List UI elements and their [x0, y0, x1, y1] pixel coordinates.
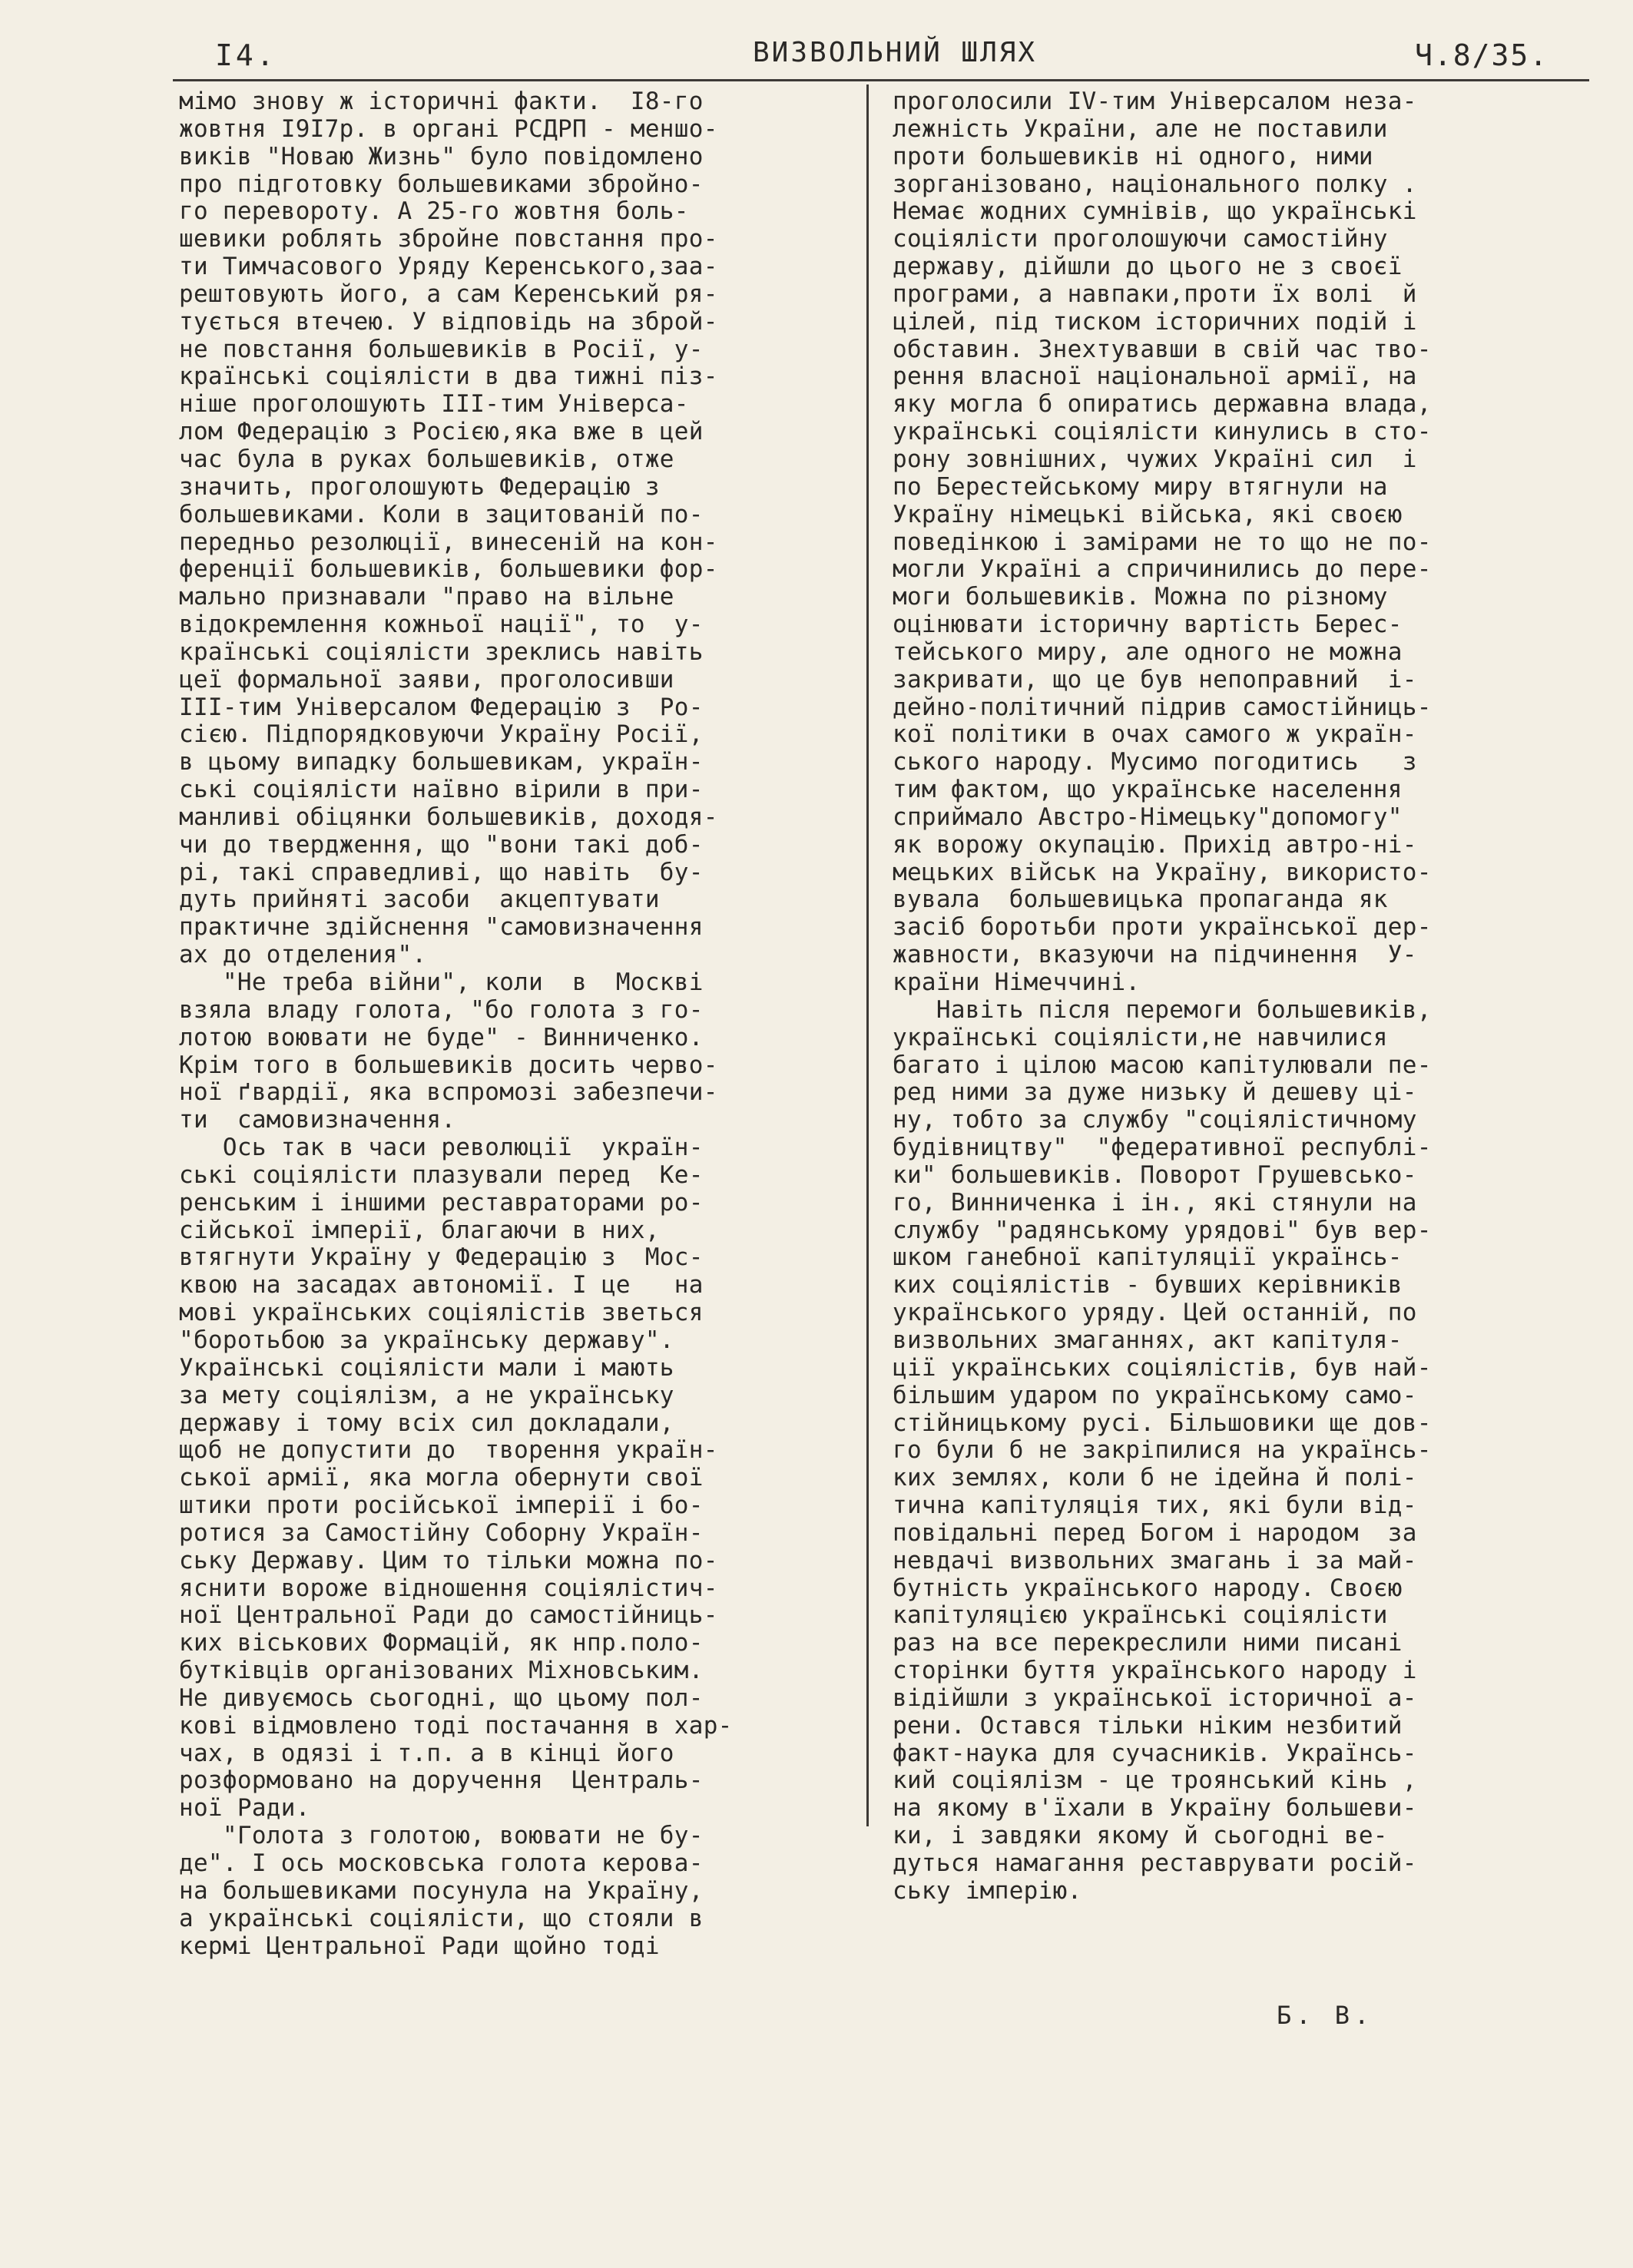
text-line: державу, дійшли до цього не з своєї	[893, 253, 1403, 281]
text-line: час була в руках большевиків, отже	[179, 445, 674, 473]
text-line: державу і тому всіх сил докладали,	[179, 1409, 674, 1437]
text-line: практичне здійснення "самовизначення	[179, 913, 704, 942]
text-line: го перевороту. А 25-го жовтня боль-	[179, 197, 689, 226]
issue-number: Ч.8/35.	[1415, 38, 1549, 72]
text-line: багато і цілою масою капітулювали пе-	[893, 1051, 1432, 1079]
text-line: Навіть після перемоги большевиків,	[893, 995, 1432, 1024]
text-line: жовтня I9I7р. в органі РСДРП - меншо-	[179, 114, 718, 143]
text-line: програми, а навпаки,проти їх волі й	[893, 280, 1417, 308]
text-line: квою на засадах автономії. I це на	[179, 1271, 704, 1300]
text-line: мецьких військ на Україну, використо-	[893, 858, 1432, 886]
text-line: поведінкою і замірами не то що не по-	[893, 528, 1432, 556]
text-line: большевиками. Коли в зацитованій по-	[179, 500, 704, 528]
text-line: ти Тимчасового Уряду Керенського,заа-	[179, 253, 718, 281]
author-signature: Б. В.	[1277, 2001, 1374, 2030]
text-line: моги большевиків. Можна по різному	[893, 583, 1388, 611]
text-line: ську імперію.	[893, 1876, 1082, 1905]
text-line: кові відмовлено тоді постачання в хар-	[179, 1711, 733, 1740]
text-line: чи до твердження, що "вони такі доб-	[179, 830, 704, 859]
text-line: тична капітуляція тих, які були від-	[893, 1492, 1417, 1520]
text-line: передньо резолюції, винесеній на кон-	[179, 528, 718, 556]
text-line: "Не треба війни", коли в Москві	[179, 968, 704, 996]
text-line: чах, в одязі і т.п. а в кінці його	[179, 1739, 674, 1767]
text-line: ської армії, яка могла обернути свої	[179, 1464, 704, 1492]
text-line: рі, такі справедливі, що навіть бу-	[179, 858, 704, 886]
text-line: ної Центральної Ради до самостійниць-	[179, 1601, 718, 1630]
text-line: соціялісти проголошуючи самостійну	[893, 225, 1388, 253]
text-line: визвольних змаганнях, акт капітуля-	[893, 1326, 1403, 1354]
text-line: ки, і завдяки якому й сьогодні ве-	[893, 1822, 1388, 1850]
text-line: мімо знову ж історичні факти. I8-го	[179, 88, 704, 115]
text-line: в цьому випадку большевикам, україн-	[179, 748, 704, 776]
text-line: стійницькому русі. Більшовики ще дов-	[893, 1409, 1432, 1437]
text-line: тейського миру, але одного не можна	[893, 637, 1403, 666]
text-line: сією. Підпорядковуючи Україну Росії,	[179, 720, 704, 749]
text-line: як ворожу окупацію. Прихід автро-ні-	[893, 830, 1417, 859]
text-line: відійшли з української історичної а-	[893, 1684, 1417, 1712]
text-line: оцінювати історичну вартість Берес-	[893, 611, 1403, 639]
text-line: за мету соціялізм, а не українську	[179, 1381, 674, 1409]
text-line: тим фактом, що українське населення	[893, 776, 1403, 804]
text-line: цілей, під тиском історичних подій і	[893, 307, 1417, 336]
text-line: ред ними за дуже низьку й дешеву ці-	[893, 1078, 1417, 1107]
text-line: Українські соціялісти мали і мають	[179, 1353, 674, 1382]
text-line: проти большевиків ні одного, ними	[893, 142, 1373, 171]
text-line: ах до отделения".	[179, 941, 427, 969]
text-line: жавности, вказуючи на підчинення У-	[893, 941, 1417, 969]
text-line: ції українських соціялістів, був най-	[893, 1353, 1432, 1382]
text-line: яку могла б опиратись державна влада,	[893, 390, 1432, 419]
text-line: втягнути Україну у Федерацію з Мос-	[179, 1243, 704, 1272]
text-line: тується втечею. У відповідь на зброй-	[179, 307, 718, 336]
text-line: ної ґвардії, яка вспромозі забезпечи-	[179, 1078, 718, 1107]
text-line: на большевиками посунула на Україну,	[179, 1876, 704, 1905]
text-line: Україну німецькі війська, які своєю	[893, 500, 1403, 528]
text-line: штики проти російської імперії і бо-	[179, 1492, 704, 1520]
text-line: лотою воювати не буде" - Винниченко.	[179, 1023, 704, 1051]
text-line: рештовують його, а сам Керенський ря-	[179, 280, 718, 308]
text-line: лежність України, але не поставили	[893, 114, 1388, 143]
text-line: ротися за Самостійну Соборну Україн-	[179, 1518, 704, 1547]
text-line: ної Ради.	[179, 1794, 310, 1823]
text-line: українські соціялісти,не навчилися	[893, 1023, 1388, 1051]
left-column	[179, 88, 879, 1960]
text-line: виків "Новаю Жизнь" було повідомлено	[179, 142, 704, 171]
text-line: дуться намагання реставрувати росій-	[893, 1849, 1417, 1877]
text-line: де". I ось московська голота керова-	[179, 1849, 704, 1877]
text-line: дуть прийняті засоби акцептувати	[179, 886, 660, 914]
text-line: Крім того в большевиків досить червo-	[179, 1051, 718, 1079]
text-line: рени. Остався тільки ніким незбитий	[893, 1711, 1403, 1740]
right-column	[893, 88, 1593, 1905]
text-line: дейно-політичний підрив самостійниць-	[893, 693, 1432, 721]
text-line: обставин. Знехтувавши в свій час тво-	[893, 335, 1432, 363]
text-line: ніше проголошують III-тим Універса-	[179, 390, 689, 419]
text-line: закривати, що це був непоправний і-	[893, 665, 1417, 694]
text-line: ти самовизначення.	[179, 1106, 456, 1134]
text-line: ського народу. Мусимо погодитись з	[893, 748, 1417, 776]
journal-title: ВИЗВОЛЬНИЙ ШЛЯХ	[753, 37, 1038, 68]
text-line: го, Винниченка і ін., які стянули на	[893, 1188, 1417, 1217]
text-line: відокремлення кожньої нації", то у-	[179, 611, 704, 639]
text-line: по Берестейському миру втягнули на	[893, 472, 1388, 501]
text-line: сторінки буття українського народу і	[893, 1657, 1417, 1685]
text-line: яснити вороже відношення соціялістич-	[179, 1574, 718, 1602]
text-line: сійської імперії, благаючи в них,	[179, 1216, 660, 1244]
text-line: службу "радянському урядові" був вер-	[893, 1216, 1432, 1244]
text-line: рону зовнішних, чужих Україні сил і	[893, 445, 1417, 473]
text-line: українського уряду. Цей останній, по	[893, 1299, 1417, 1327]
text-line: III-тим Універсалом Федерацію з Ро-	[179, 693, 704, 721]
text-line: манливі обіцянки большевиків, доходя-	[179, 803, 718, 831]
text-line: шевики роблять збройне повстання про-	[179, 225, 718, 253]
text-line: цеї формальної заяви, проголосивши	[179, 665, 674, 694]
text-line: засіб боротьби проти української дер-	[893, 913, 1432, 942]
text-line: більшим ударом по українському само-	[893, 1381, 1417, 1409]
text-line: українські соціялісти кинулись в сто-	[893, 418, 1432, 446]
text-line: бутківців організованих Міхновським.	[179, 1657, 704, 1685]
page-header	[0, 0, 1633, 84]
text-line: країни Німеччині.	[893, 968, 1141, 996]
header-rule	[173, 79, 1589, 81]
text-line: ську Державу. Цим то тільки можна по-	[179, 1546, 718, 1574]
text-line: рення власної національної армії, на	[893, 363, 1417, 391]
text-line: бутність українського народу. Своєю	[893, 1574, 1403, 1602]
text-line: зорганізовано, національного полку .	[893, 170, 1417, 198]
text-line: факт-наука для сучасників. Українсь-	[893, 1739, 1417, 1767]
text-line: ких землях, коли б не ідейна й полі-	[893, 1464, 1417, 1492]
text-line: кермі Центральної Ради щойно тоді	[179, 1932, 660, 1960]
text-line: ки" большевиків. Поворот Грушевсько-	[893, 1160, 1417, 1189]
text-line: невдачі визвольних змагань і за май-	[893, 1546, 1417, 1574]
text-line: кої політики в очах самого ж україн-	[893, 720, 1417, 749]
text-line: країнські соціялісти в два тижні піз-	[179, 363, 718, 391]
text-line: Немає жодних сумнівів, що українські	[893, 197, 1417, 226]
text-line: Не дивуємось сьогодні, що цьому пол-	[179, 1684, 704, 1712]
text-line: мально признавали "право на вільне	[179, 583, 674, 611]
text-line: раз на все перекреслили ними писані	[893, 1629, 1403, 1657]
text-line: проголосили IV-тим Універсалом неза-	[893, 88, 1417, 115]
text-line: "Голота з голотою, воювати не бу-	[179, 1822, 704, 1850]
text-line: мові українських соціялістів зветься	[179, 1299, 704, 1327]
text-line: будівництву" "федеративної республі-	[893, 1134, 1432, 1162]
text-line: ференції большевиків, большевики фор-	[179, 555, 718, 584]
text-line: повідальні перед Богом і народом за	[893, 1518, 1417, 1547]
text-line: на якому в'їхали в Україну большеви-	[893, 1794, 1417, 1823]
text-line: вувала большевицька пропаганда як	[893, 886, 1388, 914]
text-line: ські соціялісти плазували перед Ке-	[179, 1160, 704, 1189]
text-line: про підготовку большевиками збройно-	[179, 170, 704, 198]
text-line: капітуляцією українські соціялісти	[893, 1601, 1388, 1630]
text-line: не повстання большевиків в Росії, у-	[179, 335, 704, 363]
text-line: ські соціялісти наївно вірили в при-	[179, 776, 704, 804]
text-line: значить, проголошують Федерацію з	[179, 472, 660, 501]
text-line: могли Україні а спричинились до пере-	[893, 555, 1432, 584]
page-number: I4.	[215, 38, 277, 72]
text-line: ну, тобто за службу "соціялістичному	[893, 1106, 1417, 1134]
text-line: сприймало Австро-Німецьку"допомогу"	[893, 803, 1403, 831]
text-line: кий соціялізм - це троянський кінь ,	[893, 1766, 1417, 1795]
text-line: щоб не допустити до творення україн-	[179, 1436, 718, 1465]
text-line: а українські соціялісти, що стояли в	[179, 1904, 704, 1932]
text-line: ких віськових Формацій, як нпр.поло-	[179, 1629, 704, 1657]
text-line: шком ганебної капітуляції українсь-	[893, 1243, 1403, 1272]
text-line: взяла владу голота, "бо голота з го-	[179, 995, 704, 1024]
text-line: го були б не закріпилися на українсь-	[893, 1436, 1432, 1465]
text-line: "боротьбою за українську державу".	[179, 1326, 674, 1354]
text-line: ренським і іншими реставраторами ро-	[179, 1188, 704, 1217]
text-line: розформовано на доручення Централь-	[179, 1766, 704, 1795]
text-line: ких соціялістів - бувших керівників	[893, 1271, 1403, 1300]
text-line: країнські соціялісти зреклись навіть	[179, 637, 704, 666]
text-line: лом Федерацію з Росією,яка вже в цей	[179, 418, 704, 446]
text-line: Ось так в часи революції україн-	[179, 1134, 704, 1162]
